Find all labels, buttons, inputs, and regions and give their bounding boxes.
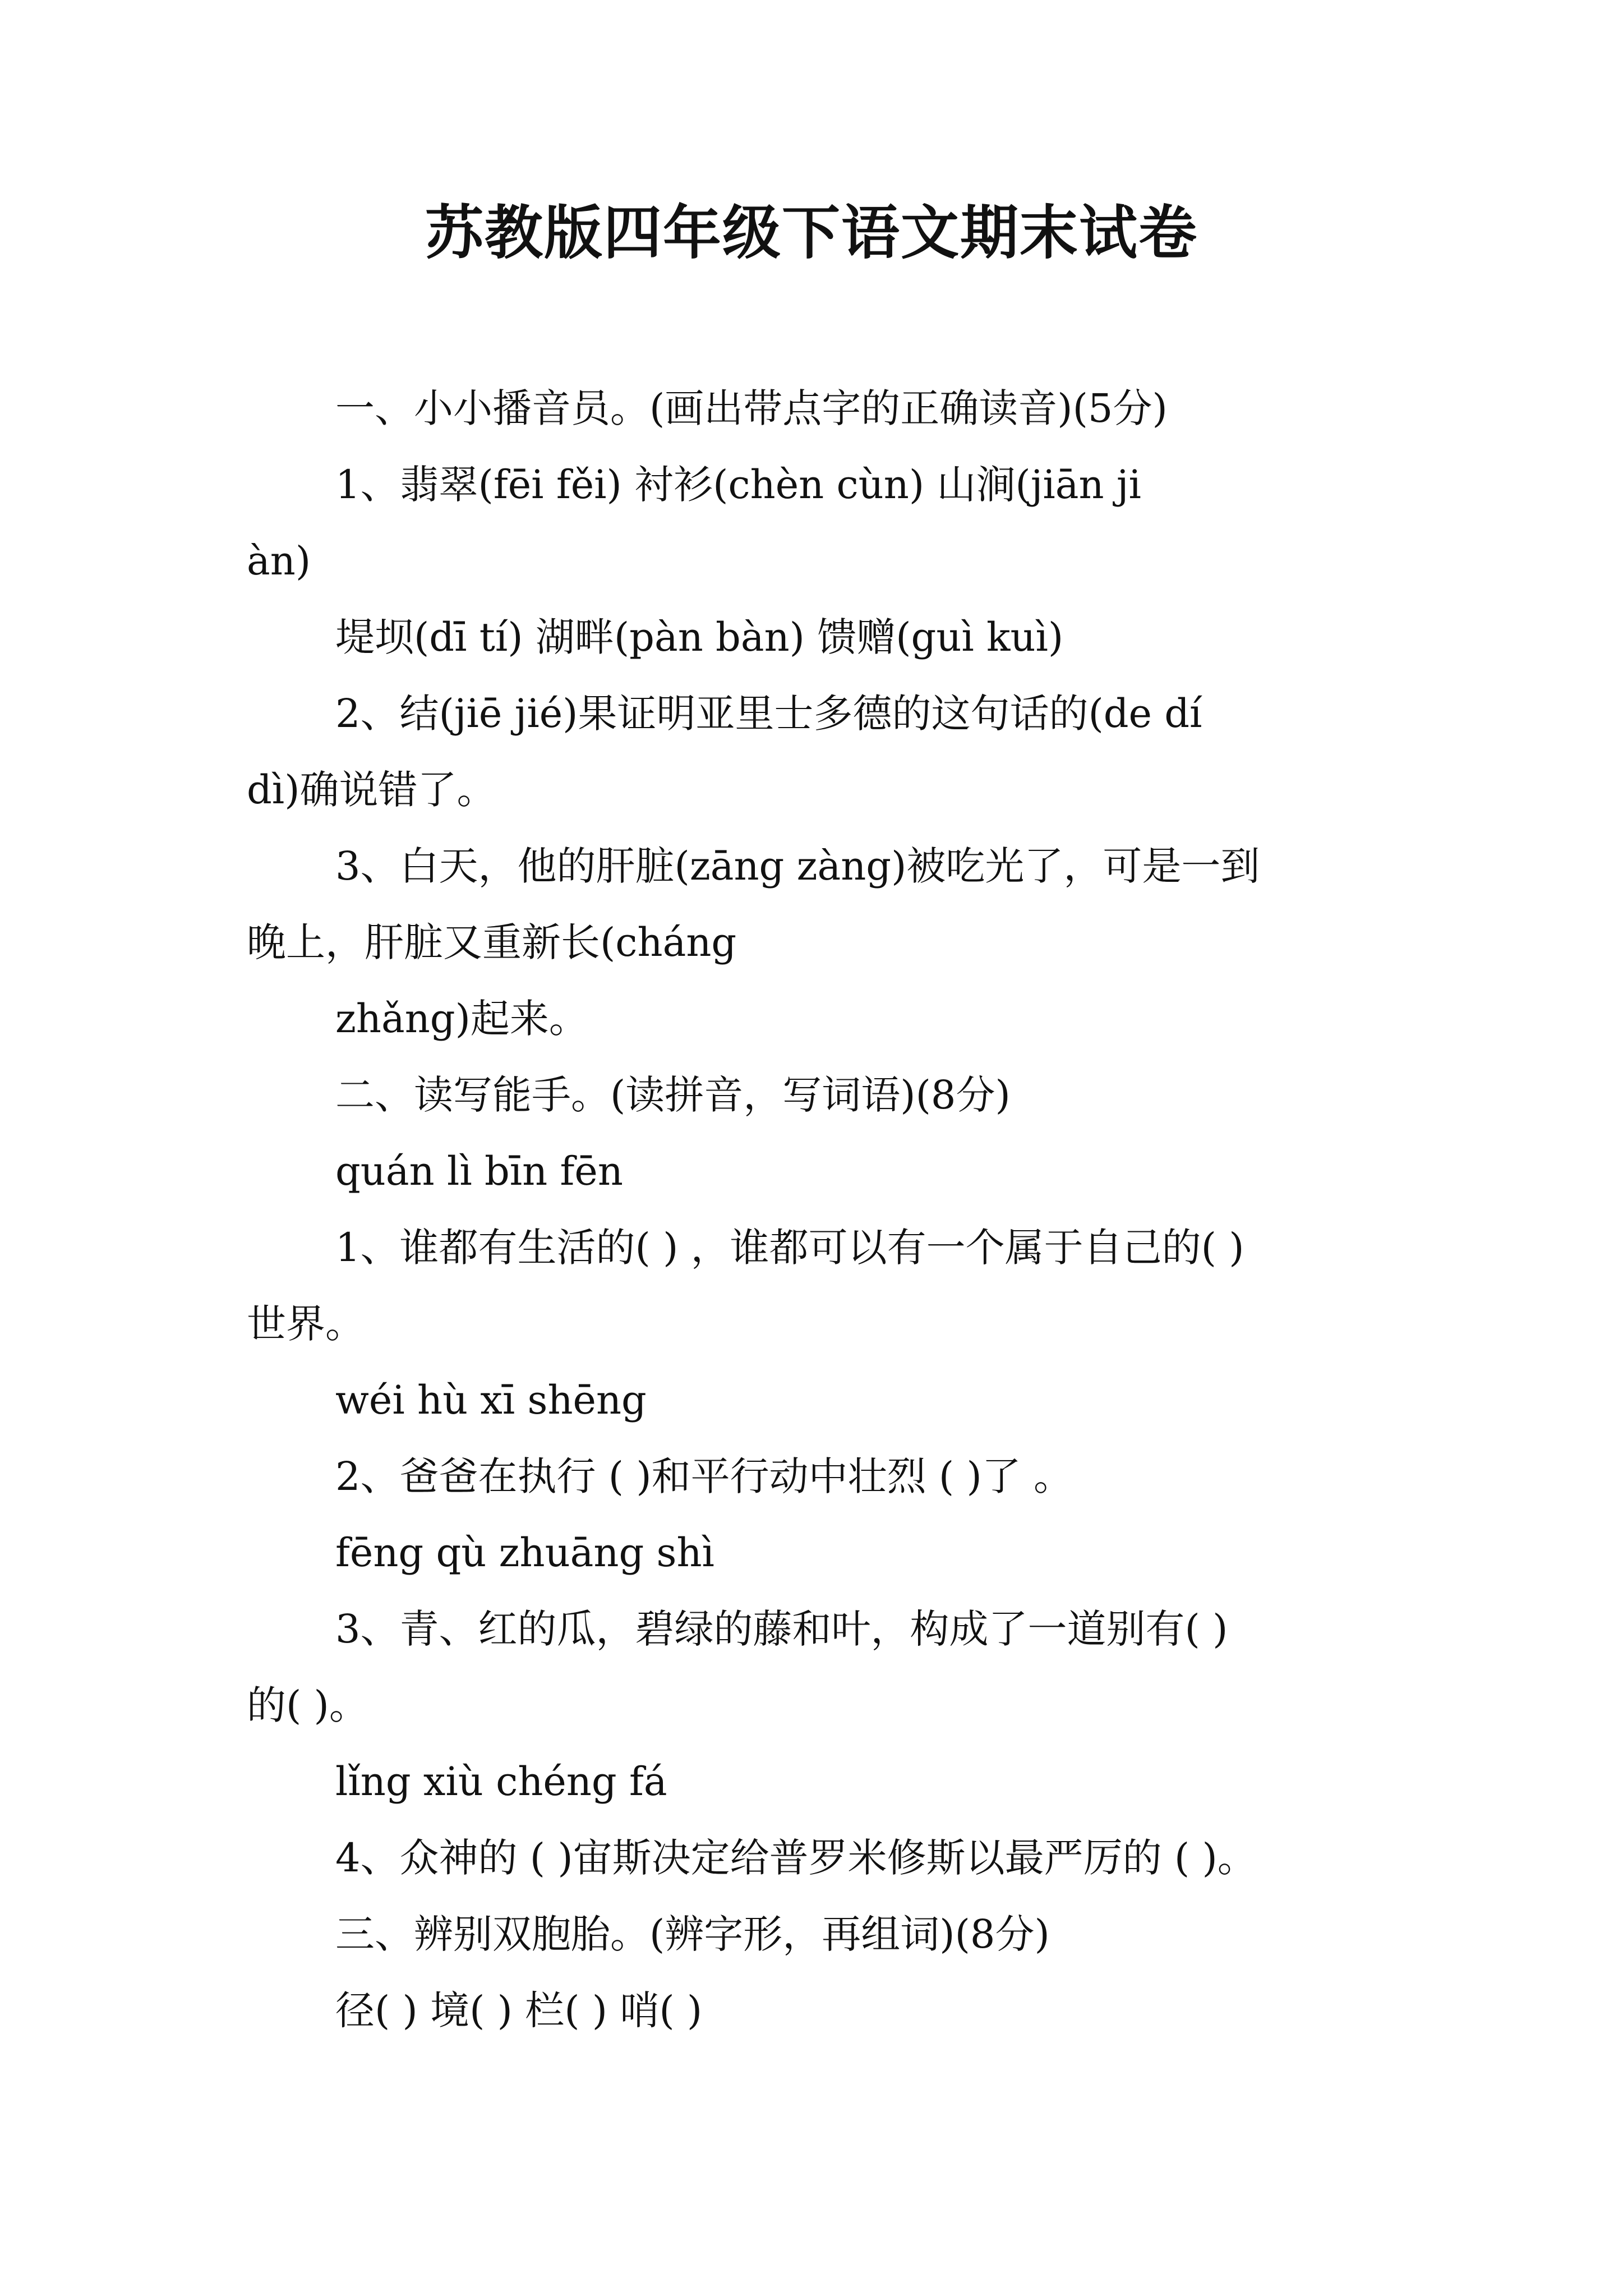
question-line: 2、爸爸在执行 ( )和平行动中壮烈 ( )了 。 [335,1453,1073,1499]
question-line-continued: zhǎng)起来。 [335,996,588,1042]
question-line-continued: dì)确说错了。 [247,767,496,813]
question-line-continued: 的( )。 [247,1682,368,1728]
question-line: 堤坝(dī tí) 湖畔(pàn bàn) 馈赠(guì kuì) [335,614,1064,660]
pinyin-line: fēng qù zhuāng shì [335,1530,714,1576]
document-title: 苏教版四年级下语文期末试卷 [425,198,1198,267]
question-line-continued: àn) [247,538,311,584]
question-line: 1、谁都有生活的( ) ，谁都可以有一个属于自己的( ) [335,1225,1244,1271]
question-line: 1、翡翠(fēi fěi) 衬衫(chèn cùn) 山涧(jiān ji [335,462,1141,508]
question-line-continued: 晚上，肝脏又重新长(cháng [247,919,737,965]
question-line: 3、白天，他的肝脏(zāng zàng)被吃光了，可是一到 [335,843,1260,889]
section-3-heading: 三、辨别双胞胎。(辨字形，再组词)(8分) [335,1911,1050,1957]
section-2-heading: 二、读写能手。(读拼音，写词语)(8分) [335,1072,1011,1118]
question-line-continued: 世界。 [247,1301,365,1347]
document-body [247,370,1391,2049]
section-1-heading: 一、小小播音员。(画出带点字的正确读音)(5分) [335,385,1168,431]
question-line: 2、结(jiē jié)果证明亚里士多德的这句话的(de dí [335,691,1202,737]
question-line: 4、众神的 ( )宙斯决定给普罗米修斯以最严厉的 ( )。 [335,1835,1257,1881]
pinyin-line: quán lì bīn fēn [335,1148,623,1194]
pinyin-line: wéi hù xī shēng [335,1377,647,1423]
pinyin-line: lǐng xiù chéng fá [335,1759,667,1805]
question-line: 径( ) 境( ) 栏( ) 哨( ) [335,1987,703,2033]
question-line: 3、青、红的瓜，碧绿的藤和叶，构成了一道别有( ) [335,1606,1228,1652]
